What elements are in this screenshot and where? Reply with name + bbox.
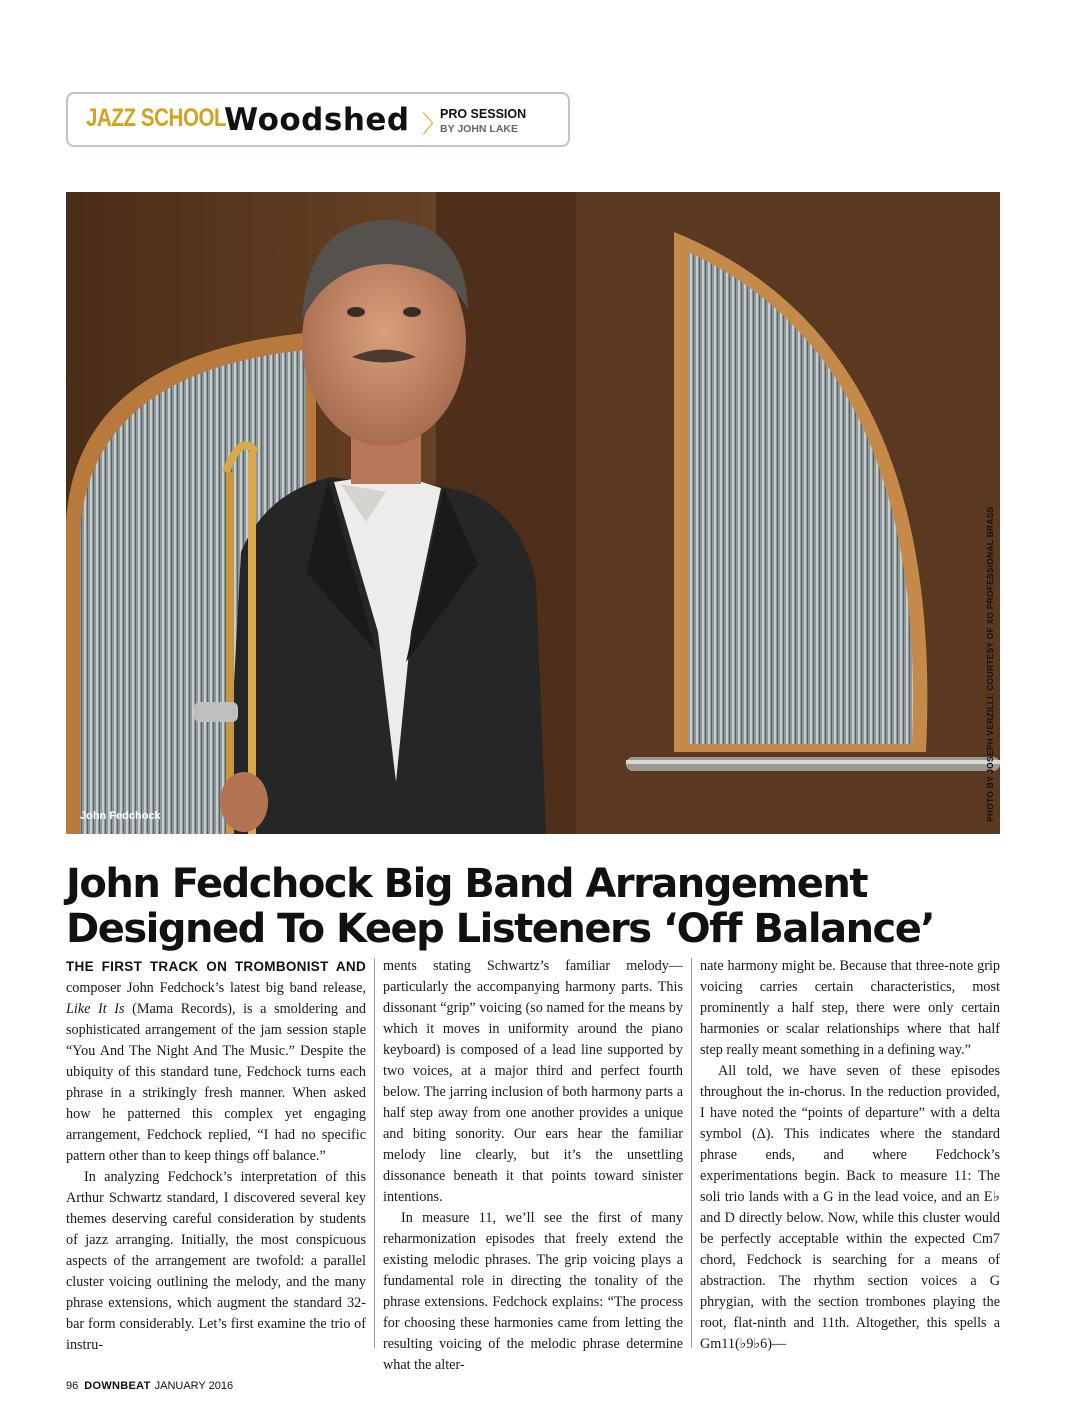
lead-in-caps: THE FIRST TRACK ON TROMBONIST AND (66, 959, 366, 974)
photo-caption: John Fedchock (80, 810, 161, 822)
issue-date: JANUARY 2016 (154, 1380, 234, 1392)
photo-illustration (66, 192, 1000, 834)
paragraph-6: All told, we have seven of these episodes throughout the in-chorus. In the reduction provided, I have noted the “points of departure” with a delta symbol (Δ). This indicates where the standard phrase ends, and where Fedchock’s experimentations begin. Back to measure 11: The soli trio lands with a G in the lead voice, and an E♭ and D directly below. Now, while this cluster would be perfectly acceptable within the expected Cm7 chord, Fedchock is searching for a means of abstraction. The rhythm section voices a G phrygian, with the section trombones playing the root, flat-ninth and 11th. Altogether, this spells a Gm11(♭9♭6)— (700, 1063, 1000, 1352)
paragraph-2: In analyzing Fedchock’s interpretation of this Arthur Schwartz standard, I discovered several key themes deserving careful consideration by students of jazz arranging. Initially, the most conspicuous aspects of the arrangement are twofold: a parallel cluster voicing outlining the melody, and the many phrase extensions, which augment the standard 32-bar form considerably. Let’s first examine the trio of instru- (66, 1169, 366, 1353)
section-label: JAZZ SCHOOL (86, 104, 227, 132)
chevron-right-icon: 〉 (422, 110, 446, 138)
article-column-2 (383, 956, 683, 1376)
paragraph-5: nate harmony might be. Because that three-note grip voicing carries certain characteristics, most prominently a half step, there were only certain harmonies or scalar relationships where that half step really meant something in a defining way.” (700, 958, 1000, 1058)
article-headline (66, 862, 1006, 952)
column-divider (691, 958, 692, 1348)
column-divider (374, 958, 375, 1348)
page-footer (66, 1380, 233, 1392)
magazine-brand: DOWNBEAT (84, 1380, 151, 1392)
section-subtitle: PRO SESSION (440, 107, 527, 121)
paragraph-1-text-b: (Mama Records), is a smoldering and sophisticated arrangement of the jam session staple “You And The Night And The Music.” Despite the ubiquity of this standard tune, Fedchock turns each phrase in a strikingly fresh manner. When asked how he patterned this complex yet engaging arrangement, Fedchock replied, “I had no specific pattern other than to keep things off balance.” (66, 1001, 367, 1164)
section-header-badge (66, 92, 570, 147)
headline-line-2: Designed To Keep Listeners ‘Off Balance’ (66, 906, 935, 952)
section-title: Woodshed (224, 102, 410, 138)
paragraph-1-text-a: composer John Fedchock’s latest big band release, (66, 980, 366, 996)
headline-line-1: John Fedchock Big Band Arrangement (66, 861, 867, 907)
article-column-1 (66, 956, 366, 1356)
hero-photo (66, 192, 1000, 834)
photo-credit: PHOTO BY JOSEPH VERZILLI; COURTESY OF XO PROFESSIONAL BRASS (985, 506, 995, 822)
page-number: 96 (66, 1380, 79, 1392)
album-title: Like It Is (66, 1001, 125, 1017)
paragraph-1 (66, 956, 366, 1167)
paragraph-3: ments stating Schwartz’s familiar melody—particularly the accompanying harmony parts. This dissonant “grip” voicing (so named for the means by which it moves in uniformity around the piano keyboard) is composed of a lead line supported by two voices, at a major third and perfect fourth below. The jarring inclusion of both harmony parts a half step away from one another provides a unique and biting sonority. Our ears hear the familiar melody line clearly, but it’s the unsettling dissonance beneath it that points toward sinister intentions. (383, 958, 683, 1205)
article-column-3 (700, 956, 1000, 1355)
byline: BY JOHN LAKE (440, 123, 518, 135)
paragraph-4: In measure 11, we’ll see the first of many reharmonization episodes that freely extend the existing melodic phrases. The grip voicing plays a fundamental role in directing the tonality of the phrase extensions. Fedchock explains: “The process for choosing these harmonies came from letting the resulting voicing of the melodic phrase determine what the alter- (383, 1210, 683, 1373)
